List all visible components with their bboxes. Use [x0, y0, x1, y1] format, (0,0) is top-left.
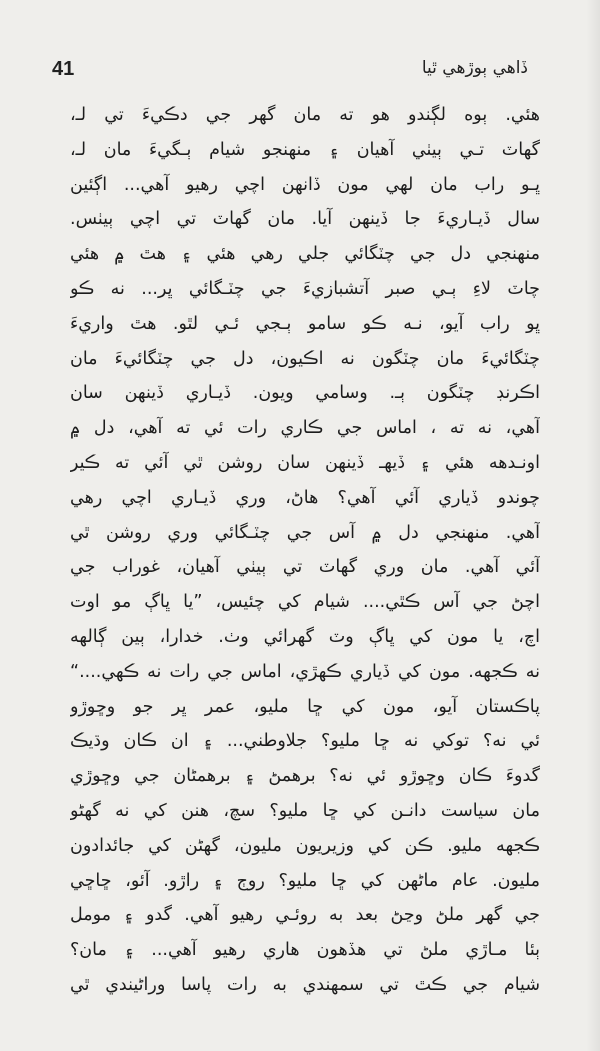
text-line: ڪجهه مليو. ڪن کي وزيريون مليون، گهڻن کي جائدادون [70, 835, 540, 856]
text-line: ٻئا مـاڙي ملڻ تي هڏهون هاري رهيو آهي... ۽ مان؟ [70, 940, 540, 961]
page-number: 41 [52, 58, 75, 80]
text-line: مليون. عام ماڻهن کي ڇا مليو؟ روڄ ۽ راڙو. آئو، ڇاڇي [70, 870, 540, 891]
text-line: چوندو ڏياري آئي آهي؟ هاڻ، وري ڏيـاري اچي رهي [70, 487, 540, 508]
text-line: مان سياست دانـن کي ڇا مليو؟ سچ، هنن کي نه گهڻو [70, 800, 540, 821]
text-line: شيام جي ڪٿ تي سمهندي به رات پاسا وراڻيندي ٿي [70, 974, 540, 995]
text-line: آهي. منهنجي دل ۾ آس جي چٽـگائي وري روشن ٿي [70, 522, 540, 543]
text-line: ئي نه؟ توکي نه ڇا مليو؟ جلاوطني... ۽ ان ڪان وڌيڪ [70, 731, 540, 752]
text-line: آئي آهي. مان وري گهاٽ تي ٻيٺي آهيان، غوراب جي [70, 557, 540, 578]
body-text [70, 98, 540, 1003]
text-line: منهنجي دل جي چٽگائي جلي رهي هئي ۽ هٿ ۾ هئي [70, 244, 540, 265]
text-line: ڀو راب آيو، نـه ڪو سامو ٻـجي ئـي لٿو. هٿ واريءَ [70, 313, 540, 334]
text-line: چاٽ لاءِ ٻـي صبر آتشبازيءَ جي چٽـگائي ڀر... نه ڪو [70, 278, 540, 299]
page-edge-shadow [586, 0, 600, 1051]
text-line: نه ڪجهه. مون کي ڏياري ڪهڙي، اماس جي رات نه ڪهي....“ [70, 661, 540, 682]
running-title: ڏاهي ٻوڙهي ٿيا [421, 58, 528, 78]
text-line: جي گهر ملڻ وڃڻ بعد به روئـي رهيو آهي. گدو ۽ مومل [70, 905, 540, 926]
text-line: اچڻ جي آس ڪٿي.... شيام کي چئيس، ”يا ڀاڳ مو اوت [70, 592, 540, 613]
text-line: آهي، نه ته ، اماس جي ڪاري رات ئي ته آهي، دل ۾ [70, 418, 540, 439]
text-line: چٽگائيءَ مان چٽگون نه اڪيون، دل جي چٽگائيءَ مان [70, 348, 540, 369]
text-line: ڀـو راب مان لهي مون ڏانهن اچي رهيو آهي... اڳئين [70, 174, 540, 195]
text-line: سال ڏيـاريءَ جا ڏينهن آيا. مان گهاٽ تي اچي ٻيٺس. [70, 209, 540, 230]
text-line: هئي. ٻوه لڳندو هو ته مان گهر جي دڪيءَ تي لـ، [70, 105, 540, 125]
text-line: پاڪستان آيو، مون کي ڇا مليو، عمر ڀر جو وڇوڙو [70, 696, 540, 717]
text-line: گدوءَ ڪان وڇوڙو ئي نه؟ برهمڻ ۽ برهمڻان جي وڇوڙي [70, 766, 540, 787]
text-line: گهاٽ تـي ٻيٺي آهيان ۽ منهنجو شيام ٻـگيءَ مان لـ، [70, 139, 540, 160]
text-line: اونـدهه هئي ۽ ڏيهـ ڏينهن سان روشن ٿي آئي ته ڪير [70, 452, 540, 473]
text-line: اڪرنڊ چٽگون ٻـ. وسامي ويون. ڏيـاري ڏينهن سان [70, 383, 540, 404]
text-line: اچ، يا مون کي ڀاڳ وٽ گهرائي وٺ. خدارا، ٻين ڳالهه [70, 626, 540, 647]
